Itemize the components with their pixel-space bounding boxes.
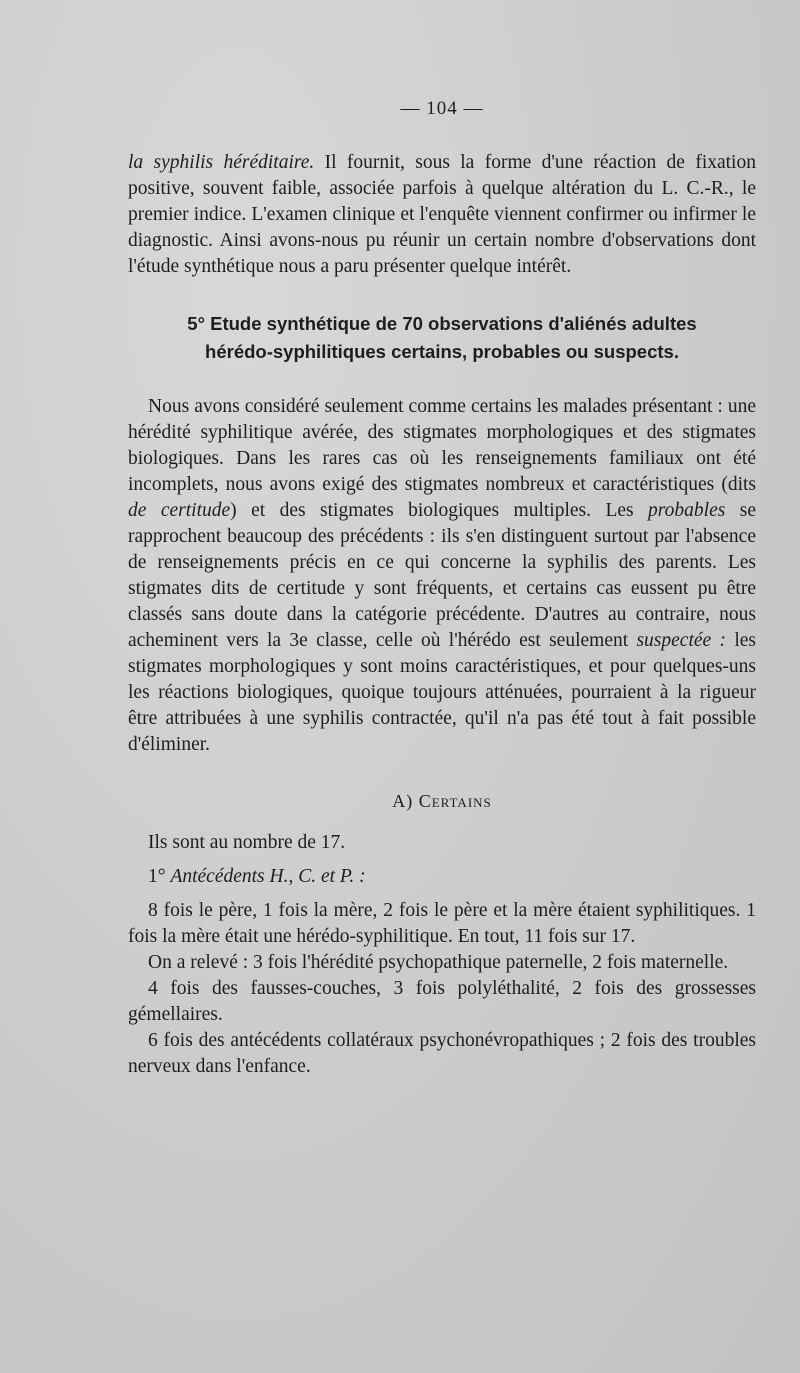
text-run: ) et des stigmates biologiques multiples. Les xyxy=(230,500,649,521)
antecedents-label: Antécédents H., C. et P. : xyxy=(170,866,366,887)
antecedents-heading xyxy=(128,864,756,890)
paragraph-collateral: 6 fois des antécédents collatéraux psychonévropathiques ; 2 fois des troubles nerveux dans l'enfance. xyxy=(128,1030,756,1077)
paragraph-pregnancies: 4 fois des fausses-couches, 3 fois polyléthalité, 2 fois des grossesses gémellaires. xyxy=(128,978,756,1025)
heading-line-1: 5° Etude synthétique de 70 observations d'aliénés adultes xyxy=(187,313,697,334)
paragraph-heredity: On a relevé : 3 fois l'hérédité psychopathique paternelle, 2 fois maternelle. xyxy=(148,952,729,973)
section-heading xyxy=(128,310,756,366)
count-line: Ils sont au nombre de 17. xyxy=(148,832,346,853)
text-run: se rapprochent beaucoup des précédents : ils s'en distinguent surtout par l'absence de renseignements précis en ce qui concerne la syphilis des parents. Les stigmates dits de certitude y sont fréquents, et certains cas eussent pu être classés sans doute dans la catégorie précédente. D'autres au contraire, nous acheminent vers la 3e classe, celle où l'hérédo est seulement xyxy=(128,500,757,651)
antecedents-number: 1° xyxy=(148,866,166,887)
paragraph-intro xyxy=(128,150,756,280)
paragraph-parents: 8 fois le père, 1 fois la mère, 2 fois le père et la mère étaient syphilitiques. 1 fois la mère était une hérédo-syphilitique. En tout, 11 fois sur 17. xyxy=(128,900,756,947)
spacer xyxy=(128,890,756,898)
italic-run: probables xyxy=(648,500,726,521)
spacer xyxy=(128,856,756,864)
italic-run: de certitude xyxy=(128,500,231,521)
paragraph-classification xyxy=(128,394,756,758)
text-run: les stigmates morphologiques y sont moins caractéristiques, et pour quelques-uns les réactions biologiques, quoique toujours atténuées, pourraient à la rigueur être attribuées à une syphilis contractée, qu'il n'a pas été tout à fait possible d'éliminer. xyxy=(128,630,756,755)
page-body xyxy=(128,96,756,1080)
heading-line-2: hérédo-syphilitiques certains, probables ou suspects. xyxy=(205,341,679,362)
intro-italic: la syphilis héréditaire. xyxy=(128,152,315,173)
text-run: Nous avons considéré seulement comme certains les malades présentant : une hérédité syphilitique avérée, des stigmates morphologiques et des stigmates biologiques. Dans les rares cas où les renseignements familiaux ont été incomplets, nous avons exigé des stigmates nombreux et caractéristiques (dits xyxy=(128,396,756,495)
italic-run: suspectée : xyxy=(636,630,726,651)
intro-text: Il fournit, sous la forme d'une réaction de fixation positive, souvent faible, associée parfois à quelque altération du L. C.-R., le premier indice. L'examen clinique et l'enquête viennent confirmer ou infirmer le diagnostic. Ainsi avons-nous pu réunir un certain nombre d'observations dont l'étude synthétique nous a paru présenter quelque intérêt. xyxy=(128,152,756,277)
subsection-title xyxy=(128,788,756,814)
page-number: — 104 — xyxy=(400,98,484,119)
subsection-title-text: A) Certains xyxy=(392,791,492,811)
